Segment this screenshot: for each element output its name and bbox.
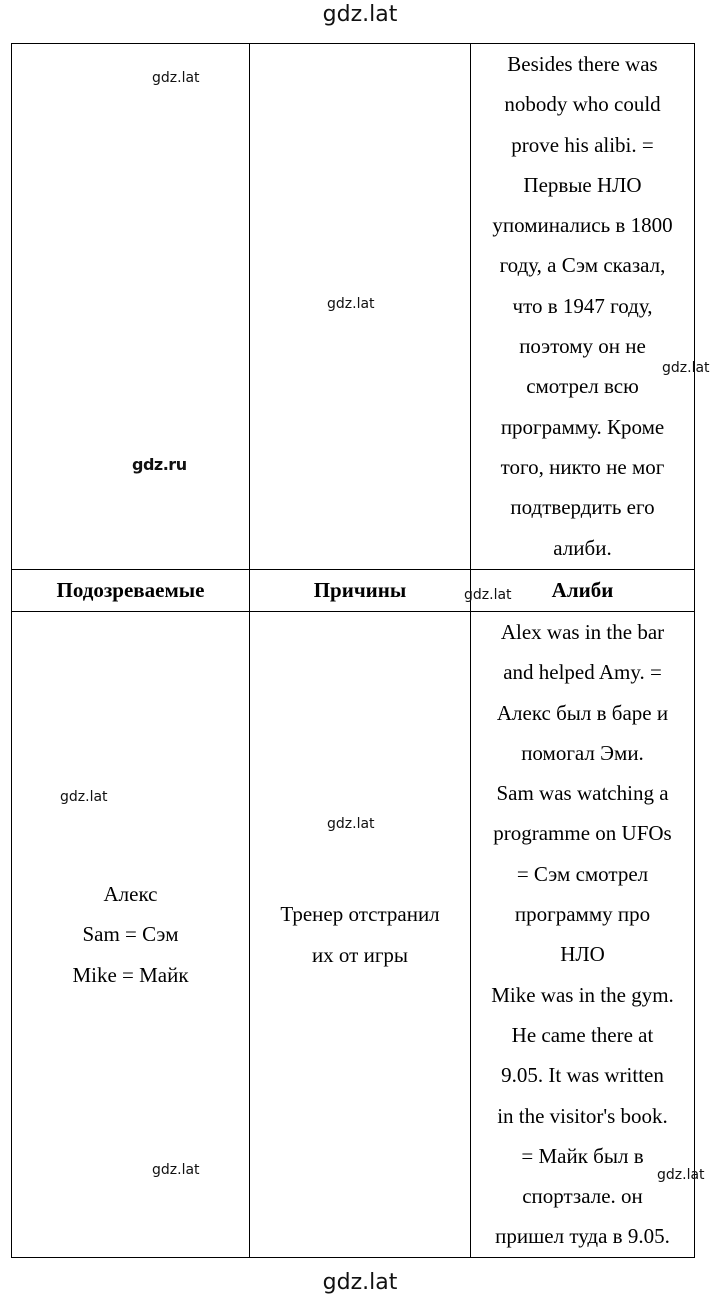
text-line: пришел туда в 9.05. (495, 1224, 670, 1249)
text-line: алиби. (553, 535, 612, 560)
text-line: = Сэм смотрел (516, 861, 649, 886)
suspects-cell (12, 612, 250, 1258)
text-line: prove his alibi. = (511, 132, 654, 157)
header-alibi: Алиби (471, 570, 695, 612)
text-line: Besides there was (507, 52, 658, 76)
header-reasons: Причины (250, 570, 471, 612)
text-line: Sam = Сэм (82, 922, 179, 947)
suspects-cell-empty (12, 44, 250, 570)
text-line: Mike was in the gym. (491, 982, 674, 1007)
site-header: gdz.lat (322, 2, 398, 27)
watermark: gdz.lat (662, 360, 710, 376)
watermark: gdz.lat (60, 789, 108, 805)
watermark: gdz.lat (657, 1167, 705, 1183)
watermark: gdz.lat (327, 816, 375, 832)
text-line: что в 1947 году, (512, 293, 653, 318)
text-line: Sam was watching a (496, 781, 669, 806)
header-suspects: Подозреваемые (12, 570, 250, 612)
reasons-cell (250, 612, 471, 1258)
text-line: nobody who could (504, 92, 661, 117)
alibi-cell (471, 612, 695, 1258)
watermark: gdz.ru (132, 455, 187, 474)
reasons-text (250, 894, 470, 975)
table-header-row (12, 570, 695, 612)
text-line: их от игры (311, 942, 409, 967)
text-line: Алекс был в баре и (496, 700, 669, 725)
text-line: спортзале. он (522, 1184, 643, 1209)
text-line: смотрел всю (526, 374, 639, 399)
alibi-table (11, 43, 695, 1258)
text-line: Тренер отстранил (280, 902, 440, 927)
text-line: Mike = Майк (72, 962, 189, 987)
text-line: He came there at (511, 1022, 654, 1047)
text-line: году, а Сэм сказал, (499, 253, 666, 278)
suspects-text (12, 874, 249, 995)
text-line: программу про (514, 902, 651, 927)
alibi-text (471, 44, 694, 568)
text-line: programme on UFOs (493, 821, 672, 846)
text-line: подтвердить его (510, 495, 655, 520)
text-line: Alex was in the bar (500, 620, 665, 644)
watermark: gdz.lat (327, 296, 375, 312)
text-line: помогал Эми. (521, 740, 644, 765)
text-line: НЛО (560, 942, 605, 967)
text-line: программу. Кроме (500, 414, 665, 439)
table-row (12, 612, 695, 1258)
alibi-cell (471, 44, 695, 570)
watermark: gdz.lat (464, 587, 512, 603)
text-line: того, никто не мог (500, 454, 665, 479)
text-line: in the visitor's book. (497, 1103, 668, 1128)
text-line: поэтому он не (519, 334, 646, 359)
text-line: Первые НЛО (523, 172, 642, 197)
text-line: упоминались в 1800 (492, 213, 673, 238)
watermark: gdz.lat (152, 70, 200, 86)
text-line: Алекс (103, 882, 158, 907)
site-footer: gdz.lat (322, 1270, 398, 1295)
text-line: 9.05. It was written (501, 1063, 664, 1088)
text-line: and helped Amy. = (503, 660, 662, 685)
alibi-text (471, 612, 694, 1257)
text-line: = Майк был в (521, 1143, 644, 1168)
watermark: gdz.lat (152, 1162, 200, 1178)
